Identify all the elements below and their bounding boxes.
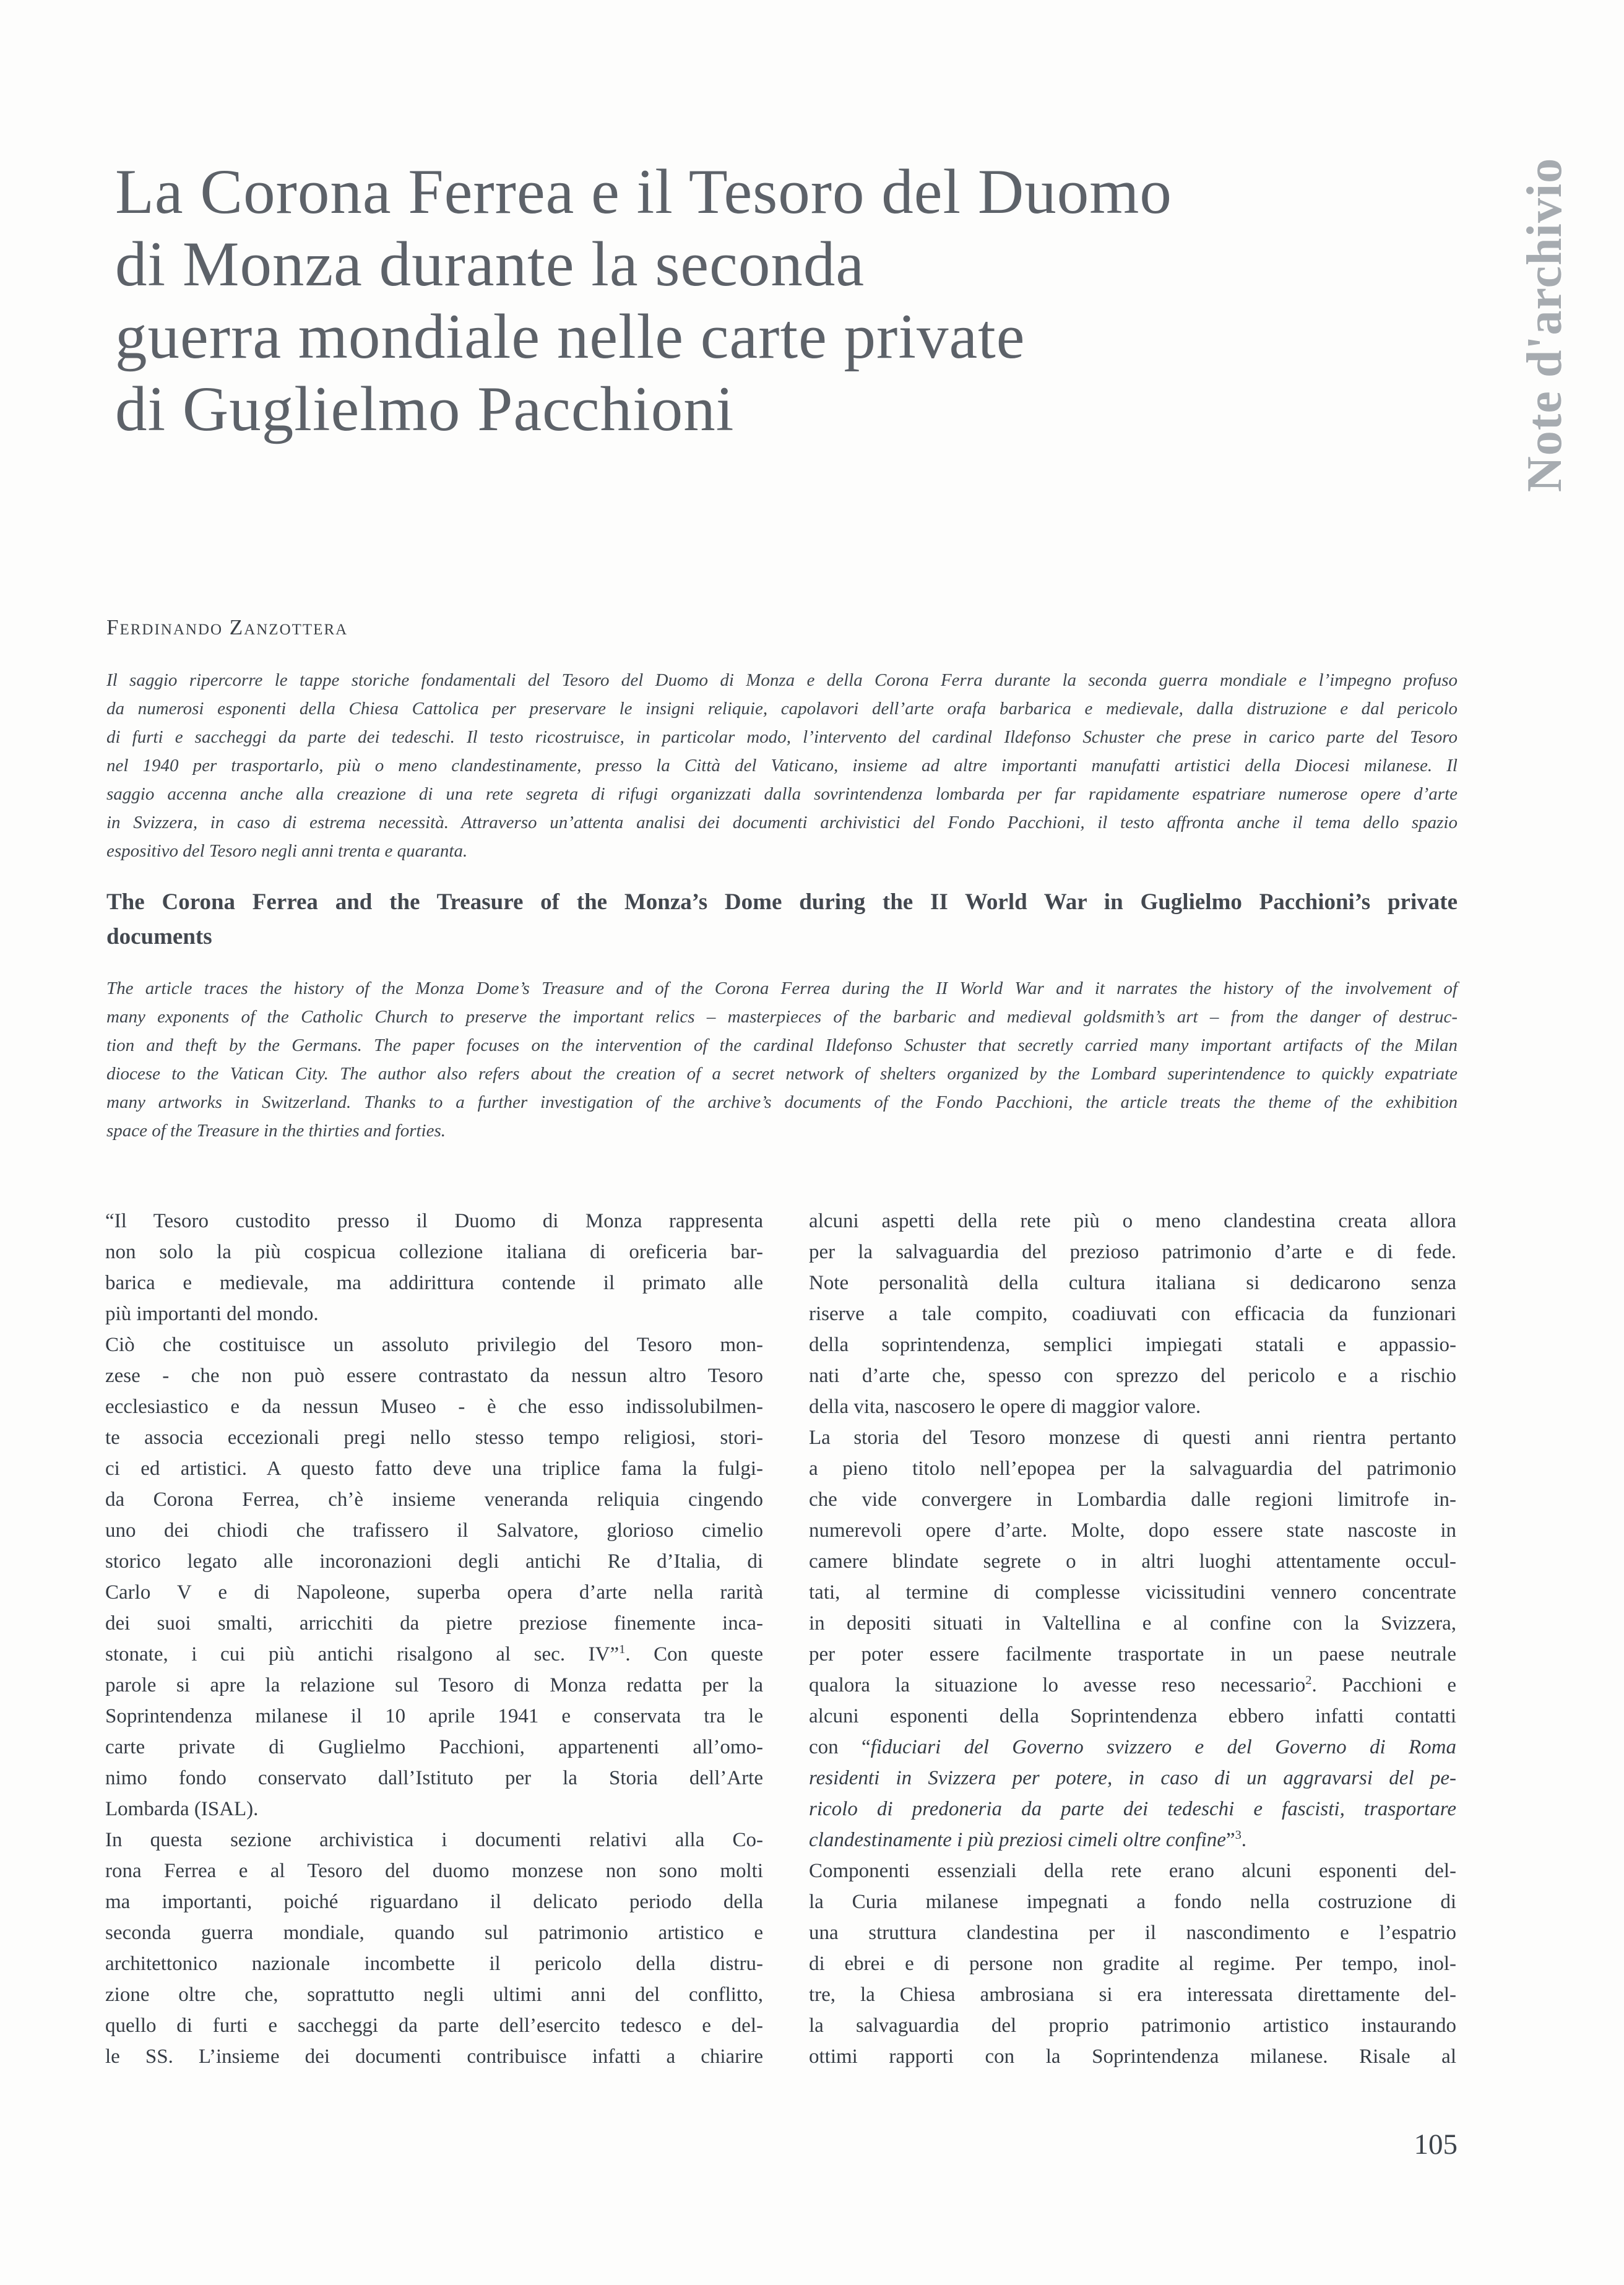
text-line: Ciò che costituisce un assoluto privilegio del Tesoro mon-: [105, 1334, 763, 1356]
text-line: tion and theft by the Germans. The paper focuses on the intervention of the cardinal Ildefonso Schuster that secretly carried many important artifacts of the Milan: [106, 1035, 1458, 1055]
text-line: per poter essere facilmente trasportate in un paese neutrale: [809, 1643, 1456, 1665]
abstract-english: [106, 974, 1458, 1145]
author-name: Ferdinando Zanzottera: [106, 615, 348, 639]
text-line: clandestinamente i più preziosi cimeli oltre confine”$^3$.: [809, 1828, 1247, 1851]
text-line: la salvaguardia del proprio patrimonio artistico instaurando: [809, 2015, 1456, 2037]
text-line: da numerosi esponenti della Chiesa Cattolica per preservare le insigni reliquie, capolavori dell’arte orafa barbarica e medievale, dalla distruzione e dal pericolo: [106, 699, 1458, 719]
abstract-italian: [106, 666, 1458, 865]
text-line: a pieno titolo nell’epopea per la salvaguardia del patrimonio: [809, 1458, 1456, 1480]
text-line: saggio accenna anche alla creazione di una rete segreta di rifugi organizzati dalla sovrintendenza lombarda per far rapidamente espatriare numerose opere d’arte: [106, 784, 1458, 804]
text-line: tati, al termine di complesse vicissitudini vennero concentrate: [809, 1581, 1456, 1604]
text-line: barica e medievale, ma addirittura contende il primato alle: [105, 1272, 763, 1294]
text-line: più importanti del mondo.: [105, 1303, 319, 1325]
page-title-line: guerra mondiale nelle carte private: [115, 301, 1026, 372]
text-line: In questa sezione archivistica i documenti relativi alla Co-: [105, 1829, 763, 1851]
text-line: nel 1940 per trasportarlo, più o meno clandestinamente, presso la Città del Vaticano, insieme ad altre importanti manufatti artistici della Diocesi milanese. Il: [106, 756, 1458, 775]
body-right-column: [809, 1206, 1456, 2072]
text-line: Note personalità della cultura italiana si dedicarono senza: [809, 1272, 1456, 1294]
page-title: [115, 156, 1172, 446]
text-line: ci ed artistici. A questo fatto deve una triplice fama la fulgi-: [105, 1458, 763, 1480]
text-line: Il saggio ripercorre le tappe storiche fondamentali del Tesoro del Duomo di Monza e della Corona Ferra durante la seconda guerra mondiale e l’impegno profuso: [106, 670, 1458, 690]
text-line: many artworks in Switzerland. Thanks to a further investigation of the archive’s documents of the Fondo Pacchioni, the article treats the theme of the exhibition: [106, 1092, 1458, 1112]
text-line: rona Ferrea e al Tesoro del duomo monzese non sono molti: [105, 1860, 763, 1882]
text-line: in depositi situati in Valtellina e al confine con la Svizzera,: [809, 1612, 1456, 1635]
text-line: architettonico nazionale incombette il pericolo della distru-: [105, 1953, 763, 1975]
text-line: zione oltre che, soprattutto negli ultimi anni del conflitto,: [105, 1984, 763, 2006]
page-title-line: di Guglielmo Pacchioni: [115, 374, 735, 444]
text-line: le SS. L’insieme dei documenti contribuisce infatti a chiarire: [105, 2045, 763, 2068]
text-line: qualora la situazione lo avesse reso necessario$^2$. Pacchioni e: [809, 1674, 1456, 1696]
text-line: documents: [106, 924, 212, 949]
text-line: Carlo V e di Napoleone, superba opera d’arte nella rarità: [105, 1581, 763, 1604]
text-line: diocese to the Vatican City. The author also refers about the creation of a secret network of shelters organized by the Lombard superintendence to quickly expatriate: [106, 1064, 1458, 1084]
text-line: della vita, nascosero le opere di maggior valore.: [809, 1396, 1201, 1418]
text-line: uno dei chiodi che trafissero il Salvatore, glorioso cimelio: [105, 1519, 763, 1542]
text-line: di furti e saccheggi da parte dei tedeschi. Il testo ricostruisce, in particolar modo, l’intervento del cardinal Ildefonso Schuster che prese in carico parte del Tesoro: [106, 727, 1458, 747]
text-line: una struttura clandestina per il nascondimento e l’espatrio: [809, 1922, 1456, 1944]
text-line: camere blindate segrete o in altri luoghi attentamente occul-: [809, 1550, 1456, 1573]
text-line: espositivo del Tesoro negli anni trenta e quaranta.: [106, 841, 468, 861]
text-line: quello di furti e saccheggi da parte dell’esercito tedesco e del-: [105, 2015, 763, 2037]
body-left-column: [105, 1206, 763, 2072]
text-line: te associa eccezionali pregi nello stesso tempo religiosi, stori-: [105, 1427, 763, 1449]
text-line: ma importanti, poiché riguardano il delicato periodo della: [105, 1891, 763, 1913]
text-line: alcuni aspetti della rete più o meno clandestina creata allora: [809, 1210, 1456, 1232]
text-line: in Svizzera, in caso di estrema necessità. Attraverso un’attenta analisi dei documenti archivistici del Fondo Pacchioni, il testo affronta anche il tema dello spazio: [106, 813, 1458, 832]
text-line: nimo fondo conservato dall’Istituto per la Storia dell’Arte: [105, 1767, 763, 1789]
text-line: The article traces the history of the Monza Dome’s Treasure and of the Corona Ferrea during the II World War and it narrates the history of the involvement of: [106, 978, 1458, 998]
text-line: carte private di Guglielmo Pacchioni, appartenenti all’omo-: [105, 1736, 763, 1758]
text-line: ecclesiastico e da nessun Museo - è che esso indissolubilmen-: [105, 1396, 763, 1418]
text-line: La storia del Tesoro monzese di questi anni rientra pertanto: [809, 1427, 1456, 1449]
text-line: per la salvaguardia del prezioso patrimonio d’arte e di fede.: [809, 1241, 1456, 1263]
text-line: parole si apre la relazione sul Tesoro di Monza redatta per la: [105, 1674, 763, 1696]
text-line: space of the Treasure in the thirties and forties.: [106, 1121, 446, 1141]
text-line: The Corona Ferrea and the Treasure of the Monza’s Dome during the II World War in Guglielmo Pacchioni’s private: [106, 889, 1458, 915]
english-title: [106, 885, 1458, 954]
text-line: riserve a tale compito, coadiuvati con efficacia da funzionari: [809, 1303, 1456, 1325]
text-line: Lombarda (ISAL).: [105, 1798, 259, 1820]
text-line: stonate, i cui più antichi risalgono al sec. IV”$^1$. Con queste: [105, 1643, 763, 1665]
text-line: ottimi rapporti con la Soprintendenza milanese. Risale al: [809, 2045, 1456, 2068]
text-line: Componenti essenziali della rete erano alcuni esponenti del-: [809, 1860, 1456, 1882]
text-line: con “fiduciari del Governo svizzero e del Governo di Roma: [809, 1736, 1456, 1758]
text-line: tre, la Chiesa ambrosiana si era interessata direttamente del-: [809, 1984, 1456, 2006]
page-title-line: di Monza durante la seconda: [115, 229, 865, 300]
text-line: dei suoi smalti, arricchiti da pietre preziose finemente inca-: [105, 1612, 763, 1635]
text-line: storico legato alle incoronazioni degli antichi Re d’Italia, di: [105, 1550, 763, 1573]
text-line: residenti in Svizzera per potere, in caso di un aggravarsi del pe-: [809, 1767, 1456, 1789]
text-line: ricolo di predoneria da parte dei tedeschi e fascisti, trasportare: [809, 1798, 1456, 1820]
page-title-line: La Corona Ferrea e il Tesoro del Duomo: [115, 157, 1172, 227]
section-sidebar-label: Note d'archivio: [1518, 157, 1572, 493]
text-line: numerevoli opere d’arte. Molte, dopo essere state nascoste in: [809, 1519, 1456, 1542]
text-line: da Corona Ferrea, ch’è insieme veneranda reliquia cingendo: [105, 1488, 763, 1511]
text-line: non solo la più cospicua collezione italiana di oreficeria bar-: [105, 1241, 763, 1263]
text-line: many exponents of the Catholic Church to preserve the important relics – masterpieces of the barbaric and medieval goldsmith’s art – from the danger of destruc-: [106, 1007, 1458, 1027]
text-line: della soprintendenza, semplici impiegati statali e appassio-: [809, 1334, 1456, 1356]
text-line: alcuni esponenti della Soprintendenza ebbero infatti contatti: [809, 1705, 1456, 1727]
text-line: che vide convergere in Lombardia dalle regioni limitrofe in-: [809, 1488, 1456, 1511]
page-number: 105: [1414, 2128, 1458, 2161]
text-line: di ebrei e di persone non gradite al regime. Per tempo, inol-: [809, 1953, 1456, 1975]
text-line: zese - che non può essere contrastato da nessun altro Tesoro: [105, 1365, 763, 1387]
text-line: seconda guerra mondiale, quando sul patrimonio artistico e: [105, 1922, 763, 1944]
text-line: la Curia milanese impegnati a fondo nella costruzione di: [809, 1891, 1456, 1913]
text-line: nati d’arte che, spesso con sprezzo del pericolo e a rischio: [809, 1365, 1456, 1387]
text-line: Soprintendenza milanese il 10 aprile 1941 e conservata tra le: [105, 1705, 763, 1727]
text-line: “Il Tesoro custodito presso il Duomo di Monza rappresenta: [105, 1210, 763, 1232]
